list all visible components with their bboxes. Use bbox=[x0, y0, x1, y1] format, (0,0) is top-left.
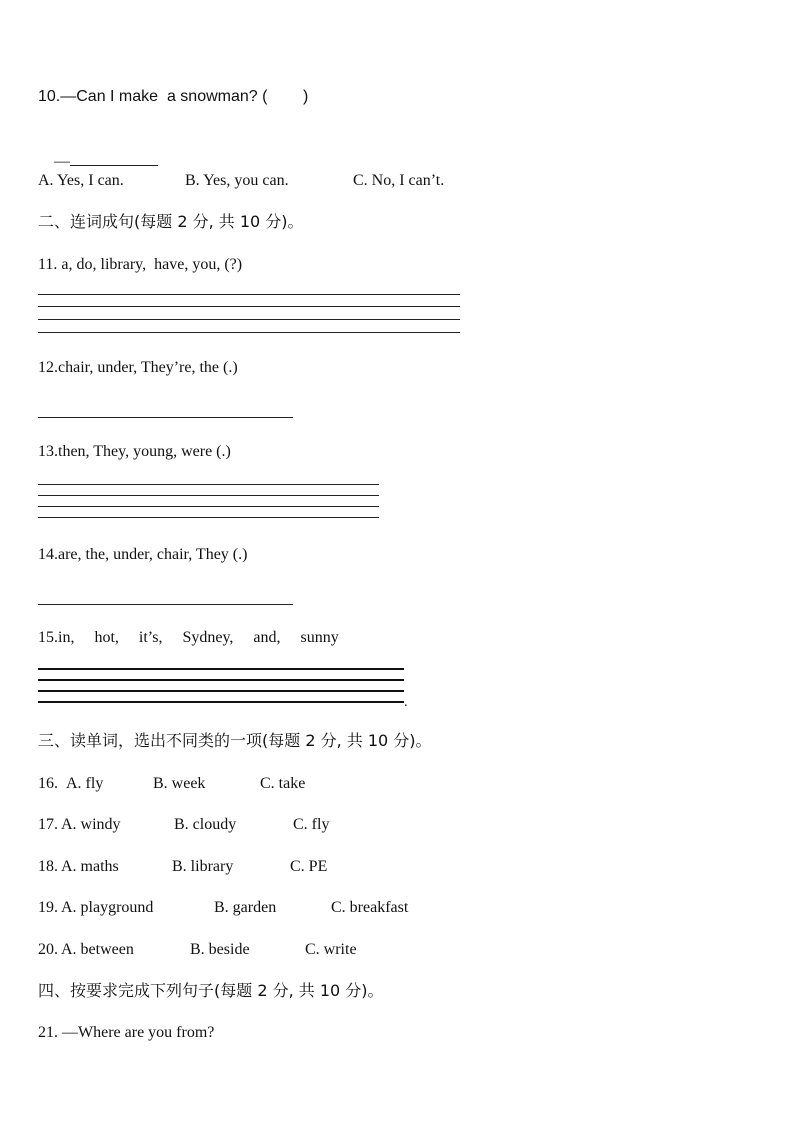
q17-option-a[interactable]: A. windy bbox=[61, 816, 121, 833]
q16-number: 16. bbox=[38, 775, 58, 792]
q15-writing-line-4[interactable] bbox=[38, 701, 404, 703]
q11-writing-line-3[interactable] bbox=[38, 319, 460, 320]
q19-number: 19. bbox=[38, 899, 58, 916]
q15-writing-line-2[interactable] bbox=[38, 679, 404, 681]
section-2-heading: 二、连词成句(每题 2 分, 共 10 分)。 bbox=[38, 212, 304, 231]
q11-writing-line-1[interactable] bbox=[38, 294, 460, 295]
q20-number: 20. bbox=[38, 941, 58, 958]
q11-writing-line-2[interactable] bbox=[38, 306, 460, 307]
q16-option-a[interactable]: A. fly bbox=[66, 775, 104, 792]
q18-number: 18. bbox=[38, 858, 58, 875]
q15-prompt: 15.in, hot, it’s, Sydney, and, sunny bbox=[38, 629, 339, 646]
section-3-heading: 三、读单词，选出不同类的一项(每题 2 分, 共 10 分)。 bbox=[38, 731, 432, 750]
q17-number: 17. bbox=[38, 816, 58, 833]
q20-option-b[interactable]: B. beside bbox=[190, 941, 250, 958]
q19-option-c[interactable]: C. breakfast bbox=[331, 899, 409, 916]
q18-option-c[interactable]: C. PE bbox=[290, 858, 328, 875]
q13-writing-line-1[interactable] bbox=[38, 484, 379, 485]
q15-writing-line-3[interactable] bbox=[38, 690, 404, 692]
q18-option-a[interactable]: A. maths bbox=[61, 858, 119, 875]
q14-prompt: 14.are, the, under, chair, They (.) bbox=[38, 546, 248, 563]
q13-writing-line-2[interactable] bbox=[38, 495, 379, 496]
q10-answer-dash: — bbox=[54, 153, 70, 170]
q21-prompt: 21. —Where are you from? bbox=[38, 1024, 215, 1041]
section-4-heading: 四、按要求完成下列句子(每题 2 分, 共 10 分)。 bbox=[38, 981, 384, 1000]
q11-prompt: 11. a, do, library, have, you, (?) bbox=[38, 256, 243, 273]
q17-option-c[interactable]: C. fly bbox=[293, 816, 330, 833]
q13-writing-line-3[interactable] bbox=[38, 506, 379, 507]
q10-answer-blank[interactable] bbox=[70, 151, 158, 166]
q20-option-a[interactable]: A. between bbox=[61, 941, 134, 958]
q12-answer-line[interactable] bbox=[38, 417, 293, 418]
q12-prompt: 12.chair, under, They’re, the (.) bbox=[38, 359, 238, 376]
q10-option-a[interactable]: A. Yes, I can. bbox=[38, 172, 124, 189]
q18-option-b[interactable]: B. library bbox=[172, 858, 234, 875]
q11-writing-line-4[interactable] bbox=[38, 332, 460, 333]
q16-option-c[interactable]: C. take bbox=[260, 775, 306, 792]
q10-option-b[interactable]: B. Yes, you can. bbox=[185, 172, 289, 189]
q15-period: . bbox=[404, 695, 408, 710]
q10-question: 10.—Can I make a snowman? ( ) bbox=[38, 88, 309, 105]
q10-option-c[interactable]: C. No, I can’t. bbox=[353, 172, 445, 189]
q19-option-a[interactable]: A. playground bbox=[61, 899, 154, 916]
q17-option-b[interactable]: B. cloudy bbox=[174, 816, 237, 833]
q19-option-b[interactable]: B. garden bbox=[214, 899, 277, 916]
q16-option-b[interactable]: B. week bbox=[153, 775, 206, 792]
q20-option-c[interactable]: C. write bbox=[305, 941, 357, 958]
q13-prompt: 13.then, They, young, were (.) bbox=[38, 443, 231, 460]
q15-writing-line-1[interactable] bbox=[38, 668, 404, 670]
q13-writing-line-4[interactable] bbox=[38, 517, 379, 518]
q14-answer-line[interactable] bbox=[38, 604, 293, 605]
